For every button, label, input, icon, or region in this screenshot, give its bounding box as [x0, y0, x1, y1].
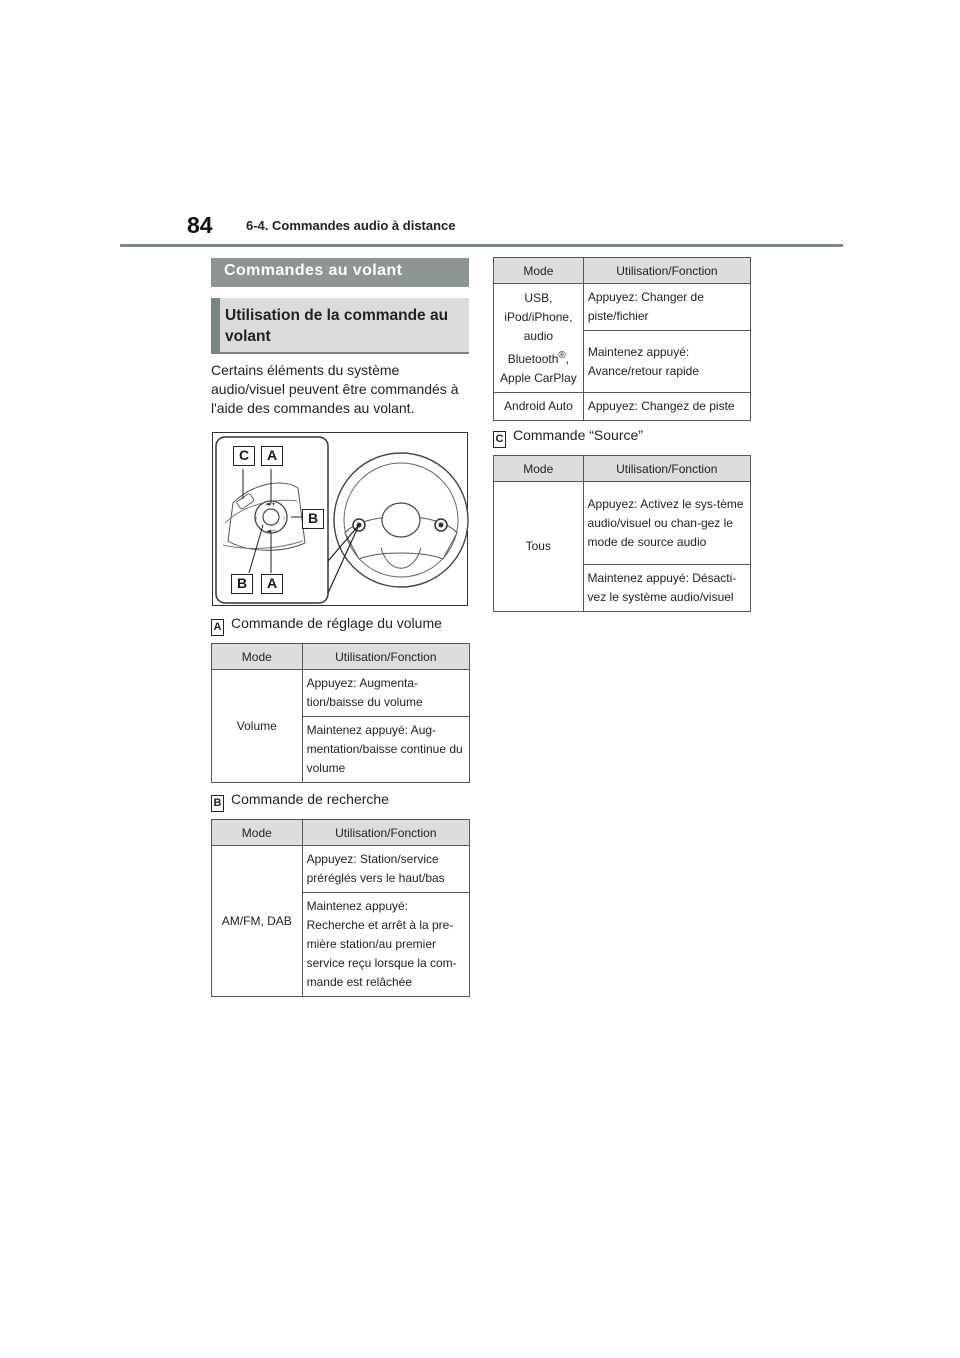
mode-cell: Tous	[494, 482, 584, 612]
col-header-function: Utilisation/Fonction	[302, 644, 469, 670]
label-b-right: B	[302, 509, 324, 529]
svg-text:›: ›	[283, 515, 286, 522]
col-header-function: Utilisation/Fonction	[583, 258, 750, 284]
col-header-function: Utilisation/Fonction	[302, 820, 469, 846]
function-cell: Appuyez: Activez le sys-tème audio/visuel ou chan-gez le mode de source audio	[583, 482, 750, 565]
function-cell: Maintenez appuyé: Recherche et arrêt à la pre-mière station/au premier service reçu lorsque la com-mande est relâchée	[302, 893, 469, 997]
col-header-mode: Mode	[212, 820, 303, 846]
table-volume	[211, 643, 470, 783]
table-row	[494, 284, 751, 331]
mode-line: iPod/iPhone,	[504, 309, 573, 324]
page-title: Commandes au volant	[211, 258, 469, 287]
caption-search-text: Commande de recherche	[231, 791, 389, 807]
table-search-continued	[493, 257, 751, 421]
table-row	[494, 393, 751, 421]
function-cell: Appuyez: Changez de piste	[583, 393, 750, 421]
badge-c: C	[493, 431, 506, 448]
mode-line: audio	[523, 328, 554, 343]
caption-source	[493, 427, 643, 448]
function-cell: Appuyez: Changer de piste/fichier	[583, 284, 750, 331]
caption-source-text: Commande “Source”	[513, 427, 643, 443]
label-a-top: A	[261, 446, 283, 466]
intro-paragraph: Certains éléments du système audio/visuel peuvent être commandés à l'aide des commandes au volant.	[211, 362, 459, 416]
mode-line: Bluetooth	[507, 351, 559, 366]
badge-b: B	[211, 795, 224, 812]
function-cell: Maintenez appuyé: Désacti-vez le système audio/visuel	[583, 565, 750, 612]
function-cell: Appuyez: Station/service préréglés vers le haut/bas	[302, 846, 469, 893]
registered-mark: ®	[558, 349, 566, 361]
caption-volume	[211, 615, 442, 636]
steering-wheel-figure	[212, 432, 468, 606]
mode-line: Apple CarPlay	[500, 370, 577, 385]
caption-search	[211, 791, 389, 812]
table-row	[212, 670, 470, 717]
caption-volume-text: Commande de réglage du volume	[231, 615, 442, 631]
header-rule	[120, 244, 843, 247]
svg-text:‹: ‹	[255, 515, 258, 522]
badge-a: A	[211, 619, 224, 636]
table-source	[493, 455, 751, 612]
page-number: 84	[187, 212, 213, 238]
section-header: 6-4. Commandes audio à distance	[246, 218, 456, 233]
function-cell: Maintenez appuyé: Aug-mentation/baisse continue du volume	[302, 717, 469, 783]
mode-line: USB,	[524, 290, 553, 305]
col-header-mode: Mode	[494, 456, 584, 482]
function-cell: Maintenez appuyé: Avance/retour rapide	[583, 331, 750, 393]
mode-cell: Android Auto	[494, 393, 584, 421]
svg-text:◄+: ◄+	[265, 500, 277, 508]
label-c-top: C	[233, 446, 255, 466]
mode-cell	[494, 284, 584, 393]
svg-text:◄−: ◄−	[266, 527, 278, 535]
label-b-bottom: B	[231, 574, 253, 594]
col-header-mode: Mode	[212, 644, 303, 670]
subtitle: Utilisation de la commande au volant	[211, 298, 469, 354]
table-row	[494, 482, 751, 565]
mode-cell: AM/FM, DAB	[212, 846, 303, 997]
table-row	[212, 846, 470, 893]
function-cell: Appuyez: Augmenta-tion/baisse du volume	[302, 670, 469, 717]
mode-line: ,	[565, 351, 570, 366]
col-header-mode: Mode	[494, 258, 584, 284]
mode-cell: Volume	[212, 670, 303, 783]
label-a-bottom: A	[261, 574, 283, 594]
table-search	[211, 819, 470, 997]
col-header-function: Utilisation/Fonction	[583, 456, 750, 482]
